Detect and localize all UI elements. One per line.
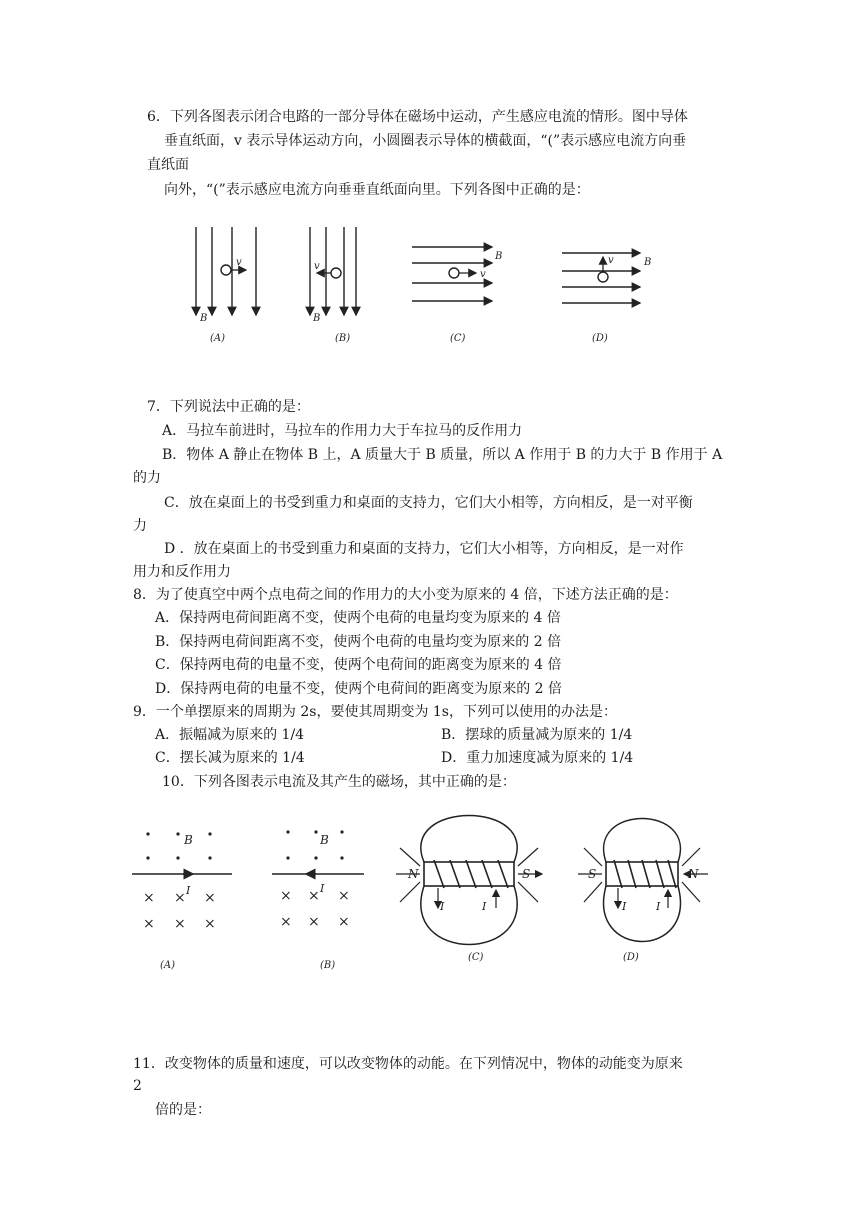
q6-c-v-label: v [480,269,486,280]
q6-a-conductor [221,265,231,275]
q6-a-b-label: B [200,313,208,324]
q6-b-conductor [331,268,341,278]
svg-text:×: × [338,888,350,904]
q11-line-2: 2 [133,1078,142,1094]
q10-c-s-label: S [522,867,531,881]
q10-c-i-label-left: I [440,900,445,913]
q10-c-i-label-right: I [482,900,487,913]
q6-line-4: 向外，“(”表示感应电流方向垂垂直纸面向里。下列各图中正确的是： [164,182,590,198]
q6-a-caption: (A) [210,333,226,344]
q7-option-c-line-1: C．放在桌面上的书受到重力和桌面的支持力，它们大小相等，方向相反，是一对平衡 [164,495,693,511]
svg-text:×: × [174,890,186,906]
q10-stem: 10．下列各图表示电流及其产生的磁场，其中正确的是： [162,774,516,790]
q10-b-b-label: B [320,833,329,847]
q9-option-a: A．振幅减为原来的 1/4 [155,727,305,743]
q10-d-caption: (D) [623,952,639,963]
q6-d-caption: (D) [592,333,608,344]
q6-figure-svg [180,215,680,360]
q6-line-2: 垂直纸面，v 表示导体运动方向，小圆圈表示导体的横截面，“(”表示感应电流方向垂 [164,133,687,149]
q10-d-s-label: S [588,867,597,881]
svg-text:×: × [338,914,350,930]
q6-panel-c [412,247,502,344]
q10-a-b-label: B [184,833,193,847]
q10-c-n-label: N [408,867,419,881]
svg-text:×: × [204,890,216,906]
q9-option-c: C．摆长减为原来的 1/4 [155,750,305,766]
q7-option-a: A．马拉车前进时，马拉车的作用力大于车拉马的反作用力 [162,423,523,439]
q6-a-v-label: v [236,257,242,268]
q8-stem: 8．为了使真空中两个点电荷之间的作用力的大小变为原来的 4 倍，下述方法正确的是： [133,587,678,603]
svg-text:×: × [280,888,292,904]
q8-option-a: A．保持两电荷间距离不变，使两个电荷的电量均变为原来的 4 倍 [155,610,561,626]
q10-a-i-label: I [186,884,191,897]
q10-figure [128,812,768,982]
q11-line-1: 11．改变物体的质量和速度，可以改变物体的动能。在下列情况中，物体的动能变为原来 [133,1056,683,1072]
q10-panel-a [132,832,232,971]
q6-b-v-label: v [314,261,320,272]
q10-d-i-label-right: I [656,900,661,913]
q8-option-b: B．保持两电荷间距离不变，使两个电荷的电量均变为原来的 2 倍 [155,634,562,650]
q10-figure-svg [128,812,768,982]
q10-a-caption: (A) [160,960,176,971]
q6-d-conductor [598,272,608,282]
svg-text:×: × [280,914,292,930]
q6-d-v-label: v [608,255,614,266]
q6-line-1: 6．下列各图表示闭合电路的一部分导体在磁场中运动，产生感应电流的情形。图中导体 [147,109,688,125]
q8-option-d: D．保持两电荷的电量不变，使两个电荷间的距离变为原来的 2 倍 [155,681,563,697]
q6-c-b-label: B [495,251,503,262]
q6-panel-d [562,253,651,344]
q10-d-i-label-left: I [622,900,627,913]
svg-text:×: × [174,916,186,932]
svg-text:×: × [308,914,320,930]
q9-stem: 9．一个单摆原来的周期为 2s，要使其周期变为 1s，下列可以使用的办法是： [133,704,617,720]
q6-d-b-label: B [644,257,652,268]
q7-option-b-line-1: B．物体 A 静止在物体 B 上，A 质量大于 B 质量，所以 A 作用于 B 的力大于 B 作用于 A [162,447,723,463]
svg-text:×: × [143,890,155,906]
q10-b-caption: (B) [320,960,336,971]
q10-panel-c [396,816,542,964]
q6-b-caption: (B) [335,333,351,344]
q7-stem: 7．下列说法中正确的是： [147,399,310,415]
q6-c-caption: (C) [450,333,466,344]
q10-c-caption: (C) [468,952,484,963]
q6-panel-b [310,227,356,344]
q11-line-3: 倍的是： [155,1102,211,1118]
q10-d-solenoid [606,862,678,886]
q6-b-b-label: B [313,313,321,324]
q6-c-conductor [449,268,459,278]
q8-option-c: C．保持两电荷的电量不变，使两个电荷间的距离变为原来的 4 倍 [155,657,562,673]
q6-figure [180,215,680,360]
q9-option-d: D．重力加速度减为原来的 1/4 [441,750,634,766]
q9-option-b: B．摆球的质量减为原来的 1/4 [441,727,633,743]
q7-option-d-line-1: D ．放在桌面上的书受到重力和桌面的支持力，它们大小相等，方向相反，是一对作 [164,541,684,557]
q10-panel-d [578,819,708,964]
q10-panel-b [272,830,364,971]
q10-d-n-label: N [688,867,699,881]
svg-text:×: × [308,888,320,904]
q7-option-b-line-2: 的力 [133,470,161,486]
q7-option-d-line-2: 用力和反作用力 [133,564,231,580]
q7-option-c-line-2: 力 [133,518,147,534]
svg-text:×: × [143,916,155,932]
q10-b-i-label: I [320,882,325,895]
q6-line-3: 直纸面 [147,157,189,173]
q6-panel-a [196,227,256,344]
svg-text:×: × [204,916,216,932]
